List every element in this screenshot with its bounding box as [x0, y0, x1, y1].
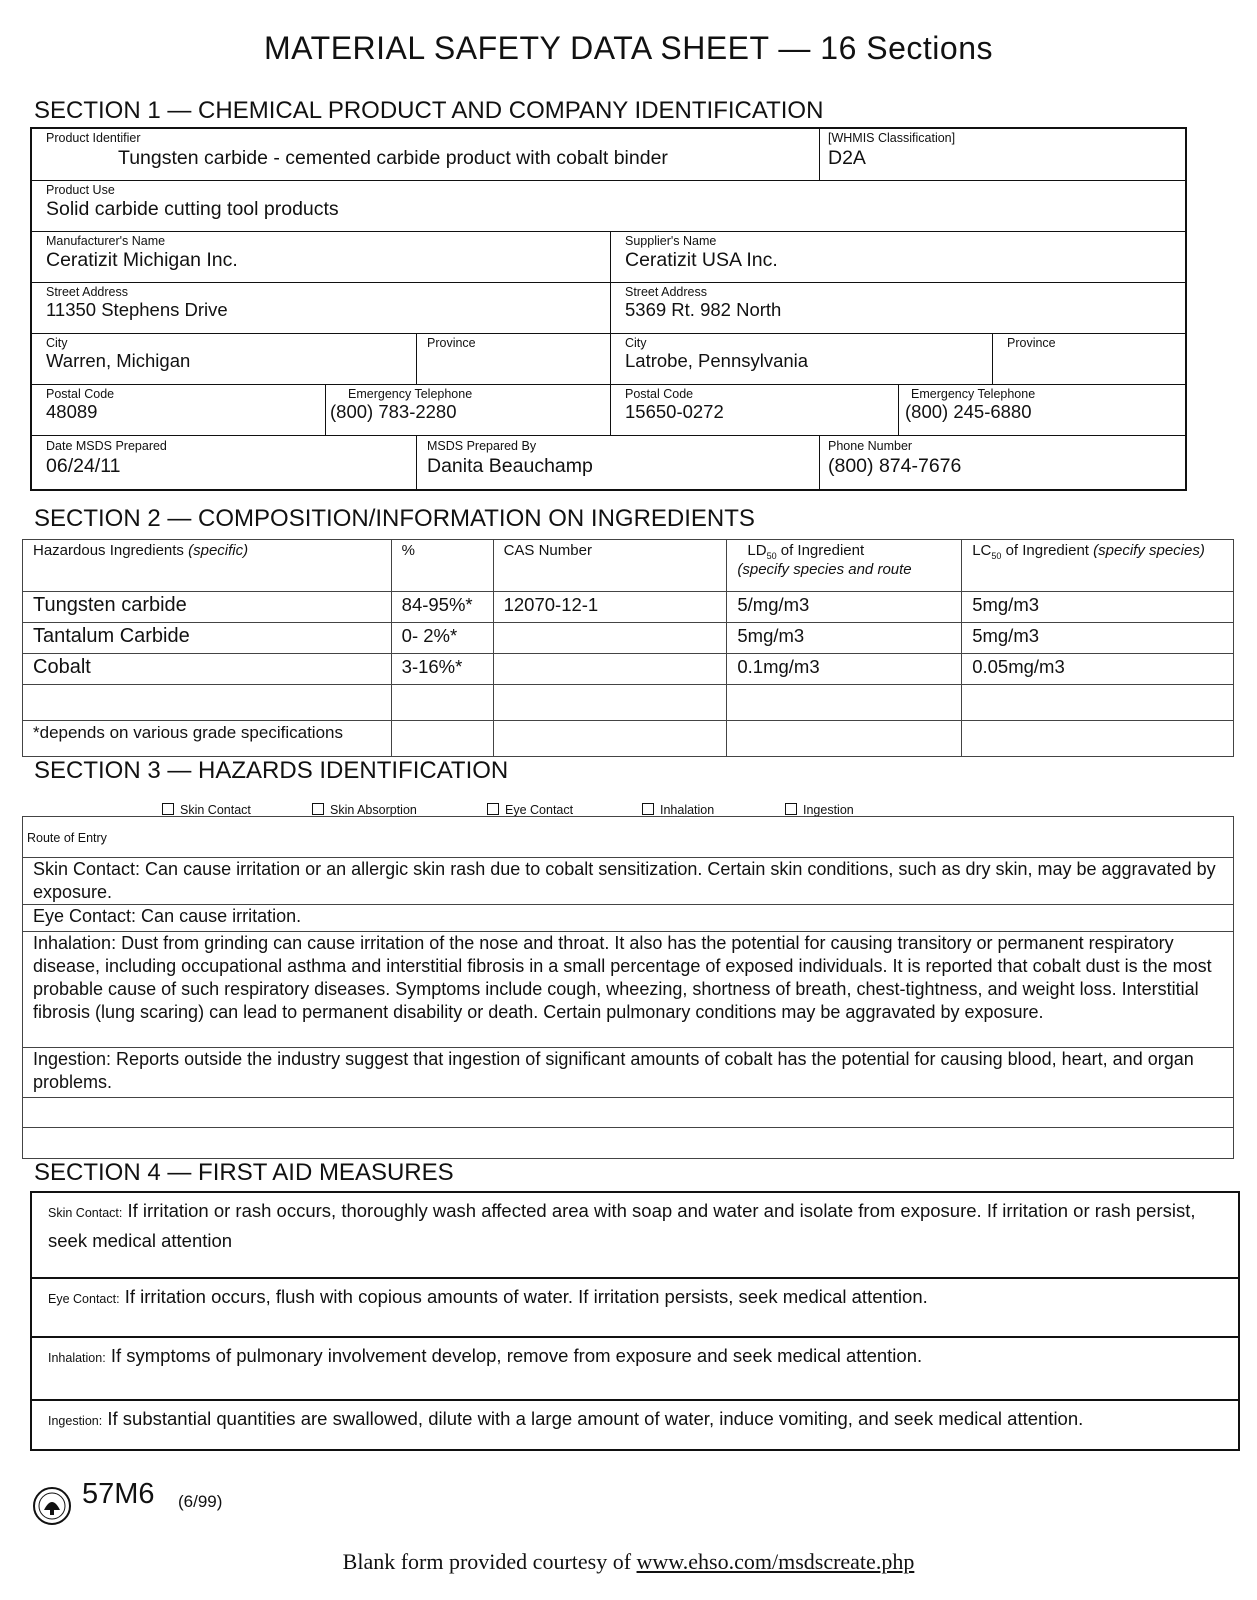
- ingredients-table: [22, 539, 1234, 757]
- street-label: Street Address: [625, 285, 707, 299]
- supplier-label: Supplier's Name: [625, 234, 717, 248]
- form-date: (6/99): [178, 1492, 223, 1511]
- emergency-label: Emergency Telephone: [911, 387, 1036, 401]
- supplier-city-cell: [610, 333, 992, 384]
- table-row: [23, 592, 1234, 623]
- street-label: Street Address: [46, 285, 128, 299]
- manufacturer-value: Ceratizit Michigan Inc.: [46, 249, 238, 271]
- date-value: 06/24/11: [46, 455, 121, 477]
- table-row: [23, 654, 1234, 685]
- date-cell: [32, 435, 416, 491]
- supplier-cell: [610, 231, 1187, 282]
- prepared-by-label: MSDS Prepared By: [427, 439, 537, 453]
- product-identifier-value: Tungsten carbide - cemented carbide product with cobalt binder: [118, 147, 668, 169]
- whmis-cell: [819, 129, 1187, 180]
- first-aid-eye: Eye Contact: If irritation occurs, flush with copious amounts of water. If irritation persists, seek medical attention.: [30, 1277, 1240, 1338]
- table-row: [23, 623, 1234, 654]
- emergency-label: Emergency Telephone: [348, 387, 473, 401]
- ehso-link[interactable]: www.ehso.com/msdscreate.php: [636, 1549, 915, 1574]
- ingredient-cas: [493, 623, 727, 654]
- document-title: MATERIAL SAFETY DATA SHEET — 16 Sections: [264, 30, 993, 66]
- manufacturer-emergency-cell: [325, 384, 610, 435]
- ingredient-lc50: 0.05mg/m3: [962, 654, 1234, 685]
- city-label: City: [625, 336, 647, 350]
- ingredient-ld50: 5/mg/m3: [727, 592, 962, 623]
- checkbox-inhalation[interactable]: Inhalation: [642, 803, 714, 817]
- supplier-city-value: Latrobe, Pennsylvania: [625, 350, 809, 371]
- ingredient-ld50: 5mg/m3: [727, 623, 962, 654]
- first-aid-ingestion: Ingestion: If substantial quantities are swallowed, dilute with a large amount of water, induce vomiting, and seek medical attention.: [30, 1399, 1240, 1451]
- city-label: City: [46, 336, 68, 350]
- phone-cell: [819, 435, 1187, 491]
- header-percent: %: [391, 540, 493, 592]
- date-label: Date MSDS Prepared: [46, 439, 167, 453]
- prepared-by-value: Danita Beauchamp: [427, 455, 593, 477]
- header-cas: CAS Number: [493, 540, 727, 592]
- grade-footnote: *depends on various grade specifications: [23, 721, 392, 757]
- hazard-empty-row: [22, 1127, 1234, 1159]
- checkbox-icon: [785, 803, 797, 815]
- supplier-street-value: 5369 Rt. 982 North: [625, 299, 782, 320]
- first-aid-skin: Skin Contact: If irritation or rash occurs, thoroughly wash affected area with soap and water and isolate from exposure. If irritation or rash persist, seek medical attention: [30, 1191, 1240, 1279]
- supplier-postal-cell: [610, 384, 898, 435]
- checkbox-icon: [162, 803, 174, 815]
- phone-value: (800) 874-7676: [828, 455, 962, 477]
- supplier-street-cell: [610, 282, 1187, 333]
- whmis-label: [WHMIS Classification]: [828, 131, 956, 145]
- checkbox-icon: [642, 803, 654, 815]
- province-label: Province: [1007, 336, 1056, 350]
- manufacturer-city-value: Warren, Michigan: [46, 350, 191, 371]
- checkbox-icon: [487, 803, 499, 815]
- ingredient-percent: 3-16%*: [391, 654, 493, 685]
- supplier-emergency-value: (800) 245-6880: [905, 401, 1032, 422]
- supplier-postal-value: 15650-0272: [625, 401, 724, 422]
- hazard-empty-row: [22, 1097, 1234, 1128]
- checkbox-icon: [312, 803, 324, 815]
- section4-heading: SECTION 4 — FIRST AID MEASURES: [34, 1159, 454, 1186]
- manufacturer-postal-value: 48089: [46, 401, 98, 422]
- ingredient-name: Cobalt: [23, 654, 392, 685]
- postal-label: Postal Code: [46, 387, 115, 401]
- phone-label: Phone Number: [828, 439, 913, 453]
- section3-heading: SECTION 3 — HAZARDS IDENTIFICATION: [34, 757, 509, 784]
- table-row-footnote: [23, 721, 1234, 757]
- courtesy-line: Blank form provided courtesy of www.ehso.com/msdscreate.php: [342, 1549, 915, 1574]
- product-identifier-cell: [32, 129, 819, 180]
- manufacturer-label: Manufacturer's Name: [46, 234, 166, 248]
- product-use-label: Product Use: [46, 183, 115, 197]
- whmis-value: D2A: [828, 147, 866, 169]
- manufacturer-province-cell: [416, 333, 610, 384]
- postal-label: Postal Code: [625, 387, 694, 401]
- header-ld50: $LD_{50}$ of Ingredient (specify species and route: [727, 540, 962, 592]
- hazard-ingestion: Ingestion: Reports outside the industry suggest that ingestion of significant amounts of cobalt has the potential for causing blood, heart, and organ problems.: [22, 1047, 1234, 1098]
- manufacturer-emergency-value: (800) 783-2280: [330, 401, 457, 422]
- header-ingredient: Hazardous Ingredients (specific): [23, 540, 392, 592]
- hazard-eye: Eye Contact: Can cause irritation.: [22, 904, 1234, 932]
- checkbox-eye-contact[interactable]: Eye Contact: [487, 803, 573, 817]
- supplier-emergency-cell: [898, 384, 1187, 435]
- ingredients-header-row: [23, 540, 1234, 592]
- checkbox-skin-contact[interactable]: Skin Contact: [162, 803, 251, 817]
- ingredient-percent: 0- 2%*: [391, 623, 493, 654]
- province-label: Province: [427, 336, 476, 350]
- checkbox-skin-absorption[interactable]: Skin Absorption: [312, 803, 417, 817]
- ingredient-percent: 84-95%*: [391, 592, 493, 623]
- ingredient-cas: 12070-12-1: [493, 592, 727, 623]
- section2-heading: SECTION 2 — COMPOSITION/INFORMATION ON INGREDIENTS: [34, 505, 755, 532]
- first-aid-inhalation: Inhalation: If symptoms of pulmonary involvement develop, remove from exposure and seek medical attention.: [30, 1336, 1240, 1401]
- manufacturer-cell: [32, 231, 610, 282]
- route-of-entry: Route of Entry: [22, 816, 1234, 858]
- ingredient-lc50: 5mg/m3: [962, 623, 1234, 654]
- hazard-skin: Skin Contact: Can cause irritation or an allergic skin rash due to cobalt sensitization. Certain skin conditions, such as dry skin, may be aggravated by exposure.: [22, 857, 1234, 905]
- manufacturer-postal-cell: [32, 384, 325, 435]
- ingredient-name: Tantalum Carbide: [23, 623, 392, 654]
- header-lc50: $LC_{50}$ of Ingredient (specify species): [962, 540, 1234, 592]
- ingredient-lc50: 5mg/m3: [962, 592, 1234, 623]
- manufacturer-street-cell: [32, 282, 610, 333]
- ingredient-ld50: 0.1mg/m3: [727, 654, 962, 685]
- supplier-value: Ceratizit USA Inc.: [625, 249, 778, 271]
- form-code: 57M6: [82, 1478, 155, 1510]
- ingredient-name: Tungsten carbide: [23, 592, 392, 623]
- seal-icon: [32, 1486, 72, 1526]
- manufacturer-street-value: 11350 Stephens Drive: [46, 299, 228, 320]
- product-identifier-label: Product Identifier: [46, 131, 141, 145]
- section1-box: [30, 127, 1187, 491]
- checkbox-ingestion[interactable]: Ingestion: [785, 803, 854, 817]
- product-use-cell: [32, 180, 1187, 231]
- prepared-by-cell: [416, 435, 819, 491]
- supplier-province-cell: [992, 333, 1187, 384]
- section1-heading: SECTION 1 — CHEMICAL PRODUCT AND COMPANY IDENTIFICATION: [34, 97, 824, 124]
- product-use-value: Solid carbide cutting tool products: [46, 198, 339, 220]
- ingredient-cas: [493, 654, 727, 685]
- manufacturer-city-cell: [32, 333, 416, 384]
- hazard-inhalation: Inhalation: Dust from grinding can cause irritation of the nose and throat. It also has the potential for causing transitory or permanent respiratory disease, including occupational asthma and interstitial fibrosis in a small percentage of exposed individuals. It is reported that cobalt dust is the most probable cause of such respiratory diseases. Symptoms include cough, wheezing, shortness of breath, chest-tightness, and weight loss. Interstitial fibrosis (lung scaring) can lead to permanent disability or death. Certain pulmonary conditions may be aggravated by exposure.: [22, 931, 1234, 1048]
- table-row-empty: [23, 685, 1234, 721]
